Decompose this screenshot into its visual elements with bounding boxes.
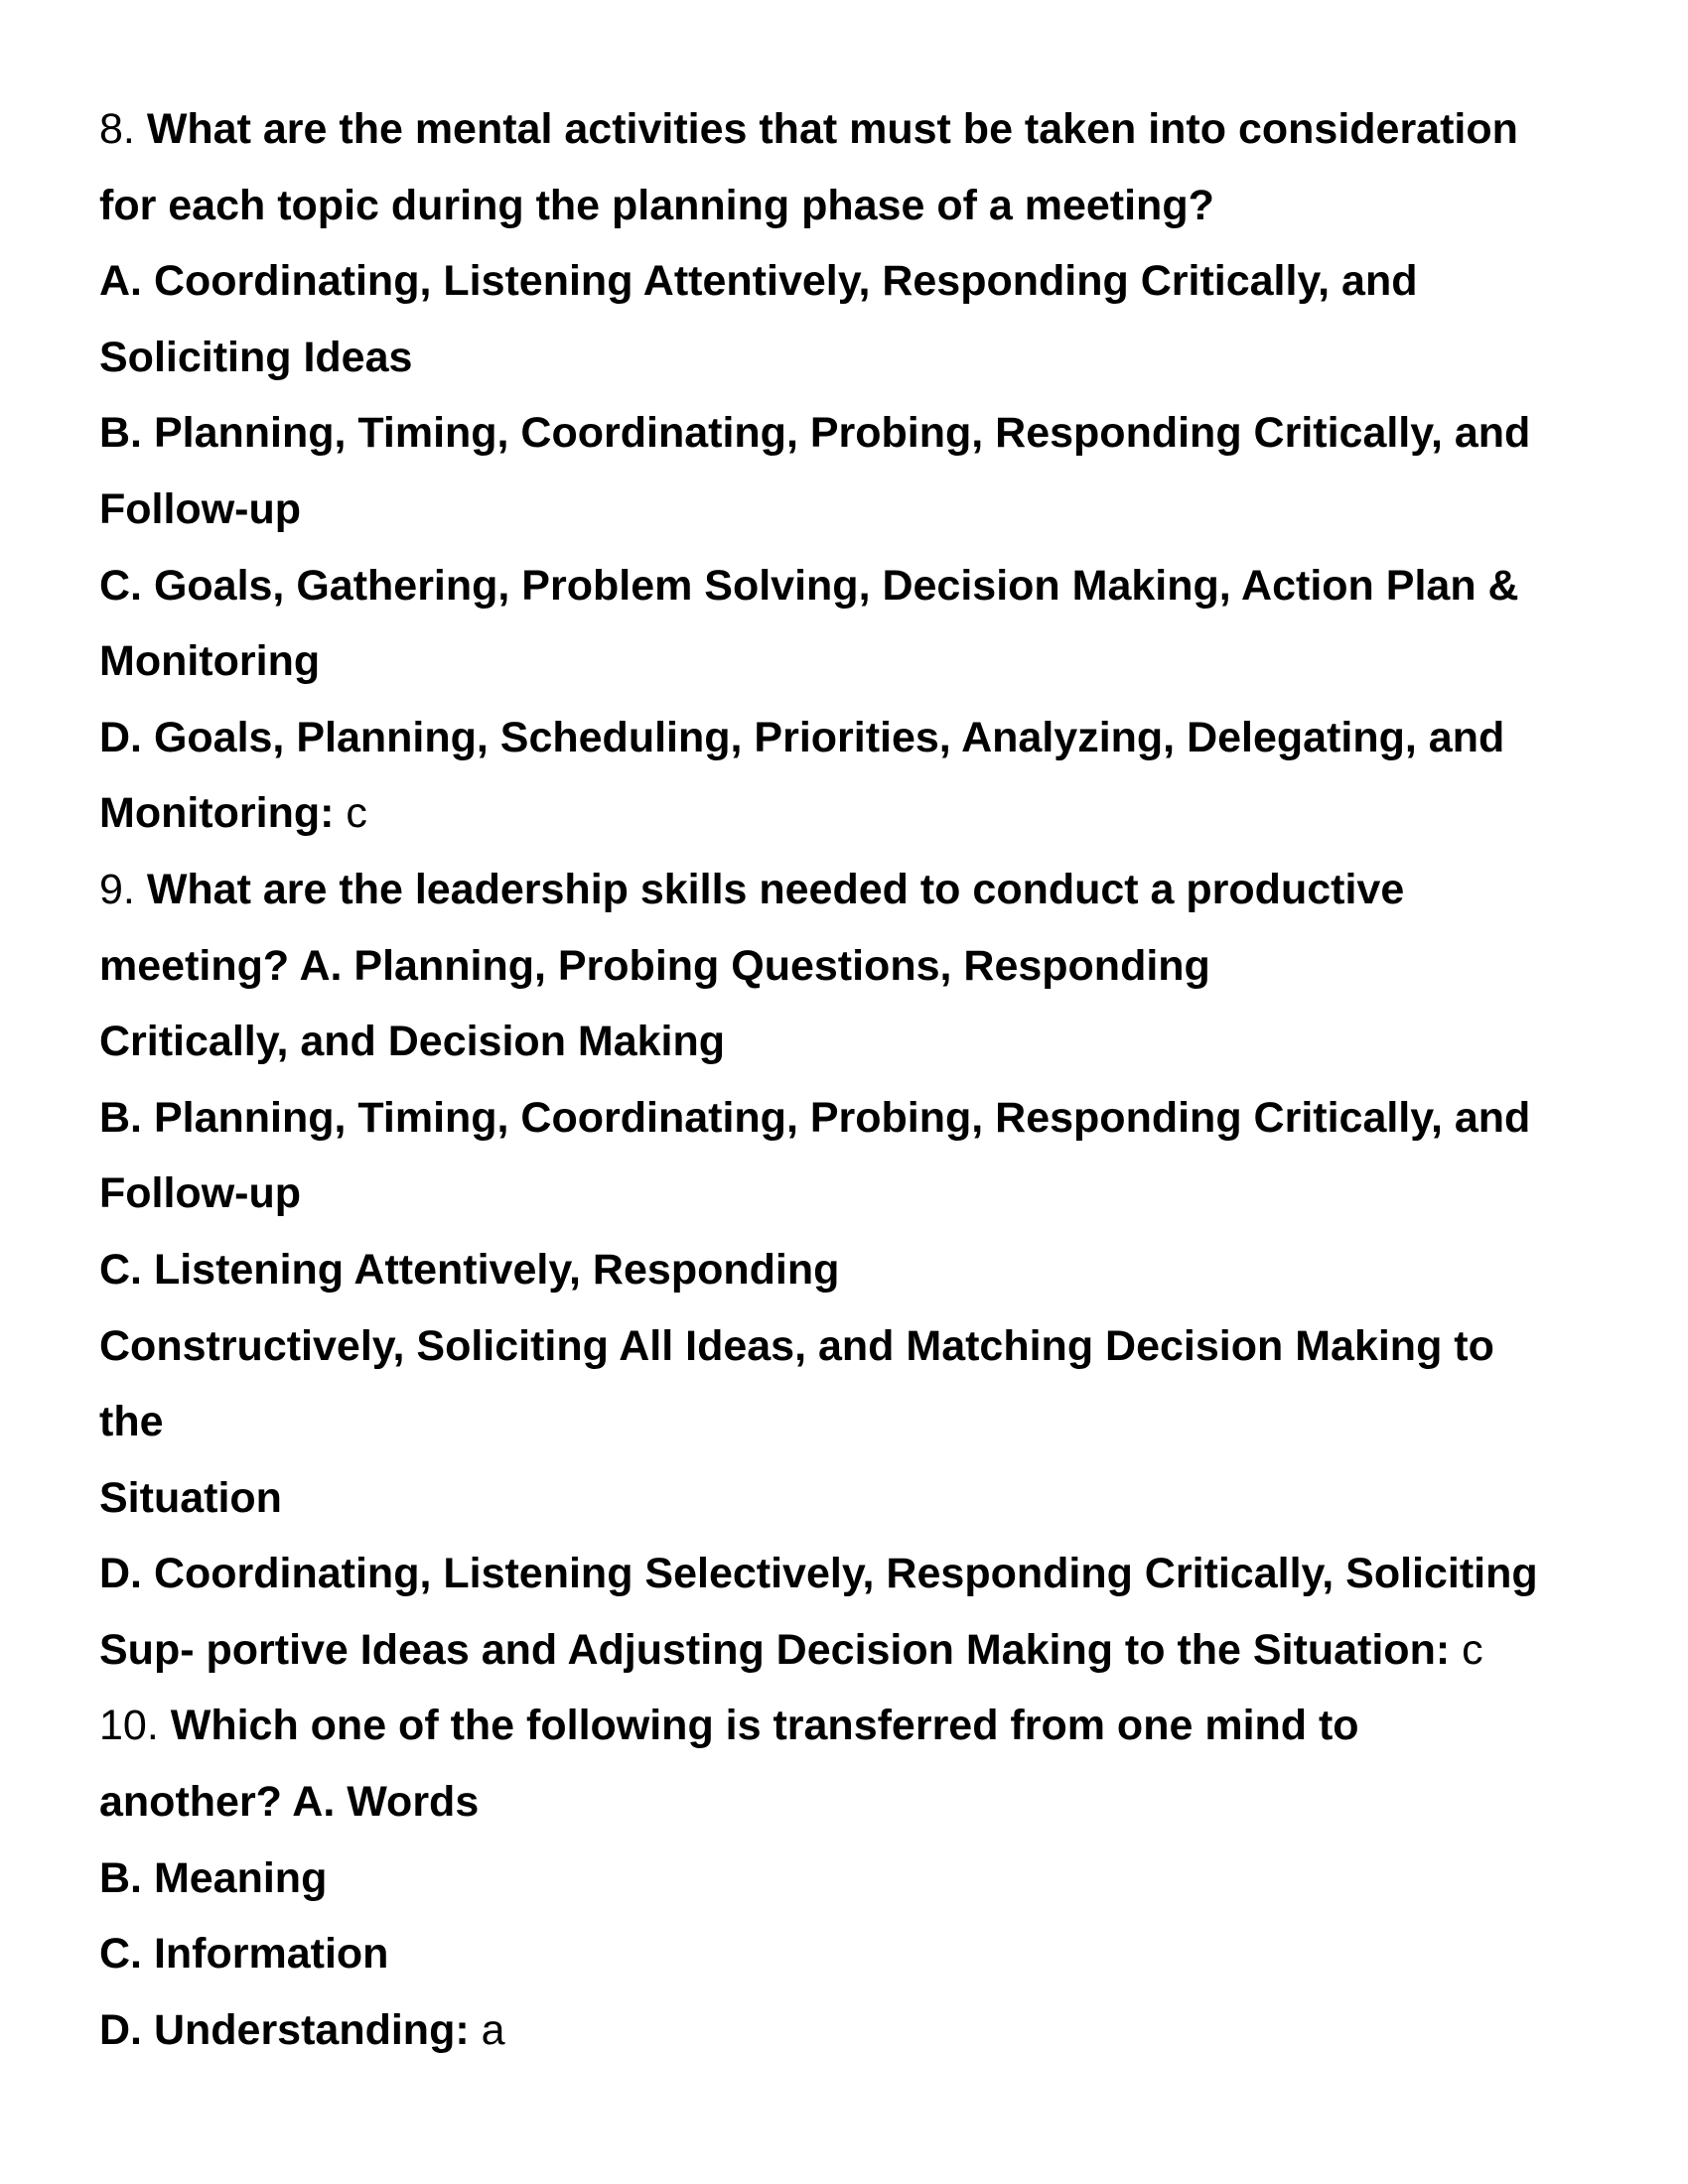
- answer-key: c: [346, 789, 367, 838]
- question-text: another? A. Words: [99, 1778, 480, 1827]
- question-line: [99, 1688, 1628, 1764]
- answer-option: C. Listening Attentively, Responding: [99, 1245, 840, 1294]
- question-number: 8.: [99, 105, 135, 153]
- answer-option: Monitoring:: [99, 789, 335, 838]
- question-block: [99, 1688, 1628, 2068]
- quiz-page: [99, 91, 1628, 2068]
- answer-option: B. Planning, Timing, Coordinating, Probing, Responding Critically, and: [99, 1093, 1531, 1142]
- answer-option: Follow-up: [99, 1169, 301, 1218]
- question-line: [99, 852, 1628, 928]
- answer-option: Sup- portive Ideas and Adjusting Decision Making to the Situation:: [99, 1625, 1451, 1674]
- answer-option: Follow-up: [99, 484, 301, 533]
- answer-key: c: [1462, 1625, 1483, 1674]
- question-text: What are the leadership skills needed to conduct a productive: [146, 865, 1405, 913]
- answer-option: Situation: [99, 1473, 282, 1522]
- answer-option: C. Goals, Gathering, Problem Solving, Decision Making, Action Plan &: [99, 561, 1519, 610]
- answer-option: D. Understanding:: [99, 2005, 470, 2054]
- answer-option: D. Goals, Planning, Scheduling, Priorities, Analyzing, Delegating, and: [99, 713, 1505, 761]
- answer-option: Monitoring: [99, 637, 321, 686]
- answer-option: A. Coordinating, Listening Attentively, Responding Critically, and: [99, 257, 1418, 306]
- question-block: [99, 852, 1628, 1689]
- answer-line: [99, 1992, 1628, 2069]
- answer-option: B. Meaning: [99, 1853, 328, 1902]
- answer-key: a: [481, 2005, 505, 2054]
- question-text: meeting? A. Planning, Probing Questions, Responding: [99, 941, 1210, 990]
- answer-line: [99, 775, 1628, 852]
- question-block: [99, 91, 1628, 852]
- answer-option: Constructively, Soliciting All Ideas, and Matching Decision Making to: [99, 1321, 1494, 1370]
- question-text: What are the mental activities that must be taken into consideration: [146, 105, 1518, 153]
- answer-line: [99, 1612, 1628, 1689]
- answer-option: D. Coordinating, Listening Selectively, Responding Critically, Soliciting: [99, 1550, 1538, 1598]
- question-number: 9.: [99, 865, 135, 913]
- answer-option: C. Information: [99, 1930, 389, 1979]
- answer-option: Soliciting Ideas: [99, 333, 413, 381]
- question-text: Which one of the following is transferred from one mind to: [170, 1702, 1359, 1750]
- answer-option: B. Planning, Timing, Coordinating, Probing, Responding Critically, and: [99, 409, 1531, 458]
- answer-option: the: [99, 1398, 164, 1446]
- question-text: for each topic during the planning phase of a meeting?: [99, 181, 1214, 229]
- question-text: Critically, and Decision Making: [99, 1018, 726, 1066]
- question-line: [99, 91, 1628, 168]
- question-number: 10.: [99, 1702, 159, 1750]
